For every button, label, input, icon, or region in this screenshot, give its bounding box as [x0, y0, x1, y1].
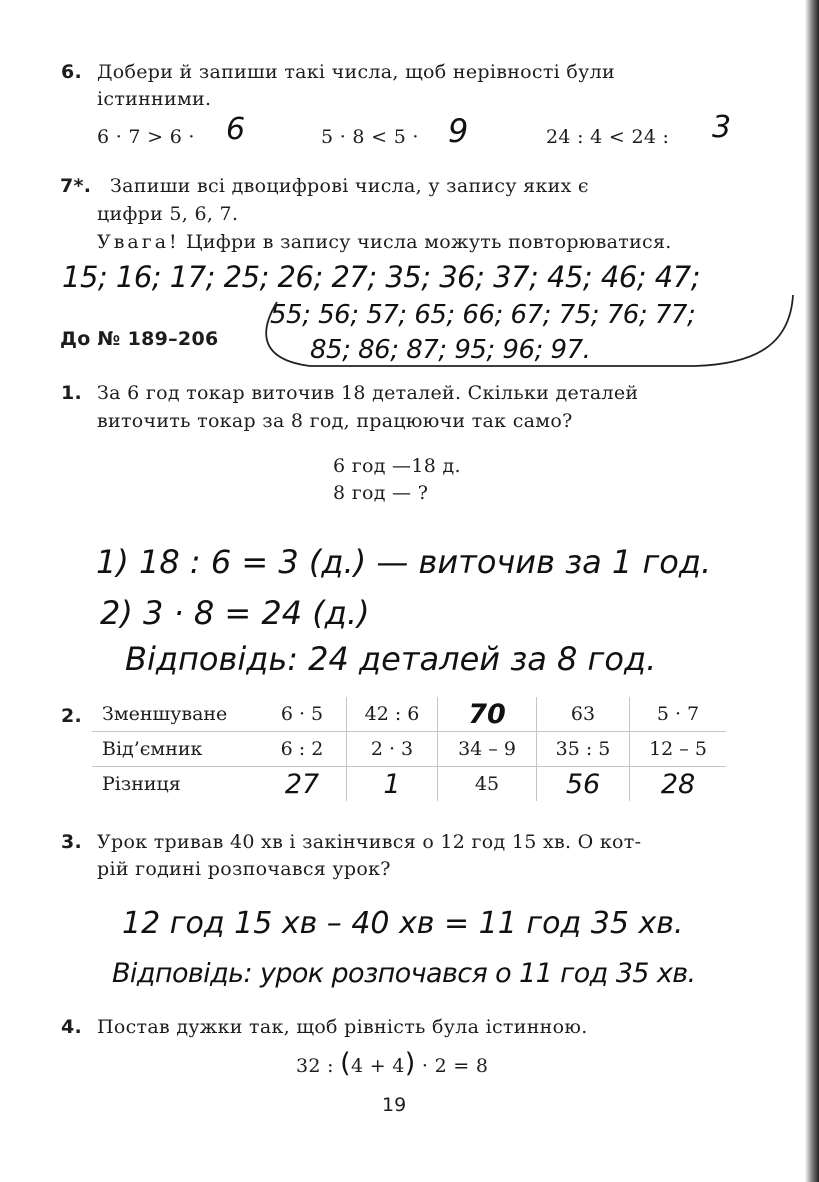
task3-solution-line1: 12 год 15 хв – 40 хв = 11 год 35 хв.: [122, 906, 684, 941]
handwritten-open-bracket: (: [340, 1048, 352, 1079]
task6-number: 6.: [61, 61, 83, 83]
task6-answer-2: 9: [448, 112, 469, 150]
task7-answer-line2: 55; 56; 57; 65; 66; 67; 75; 76; 77;: [270, 300, 696, 330]
task7-number: 7*.: [60, 175, 92, 197]
table-cell-handwritten: 27: [258, 767, 347, 802]
task1-given-line1: 6 год —18 д.: [333, 455, 461, 477]
task3-number: 3.: [61, 831, 83, 853]
task2-table: [92, 697, 726, 801]
table-cell-handwritten: 56: [537, 767, 630, 802]
table-cell: 12 – 5: [630, 732, 727, 767]
task7-note: [97, 231, 672, 253]
task2-number: 2.: [61, 705, 83, 727]
task7-note-text: Цифри в запису числа можуть повторюватися.: [186, 231, 672, 253]
table-cell: 5 · 7: [630, 697, 727, 732]
table-cell: 34 – 9: [438, 732, 537, 767]
table-cell: 45: [438, 767, 537, 802]
table-cell: 6 : 2: [258, 732, 347, 767]
task6-inequality-2: 5 · 8 < 5 ·: [321, 126, 419, 148]
page-number: 19: [382, 1094, 407, 1116]
task6-text-line1: Добери й запиши такі числа, щоб нерівності були: [97, 61, 615, 83]
task6-inequality-1: 6 · 7 > 6 ·: [97, 126, 195, 148]
task1-text-line1: За 6 год токар виточив 18 деталей. Скільки деталей: [97, 382, 639, 404]
task1-number: 1.: [61, 382, 83, 404]
task1-solution-line3: Відповідь: 24 деталей за 8 год.: [125, 640, 657, 678]
task7-text-line2: цифри 5, 6, 7.: [97, 203, 239, 225]
task6-inequality-3: 24 : 4 < 24 :: [546, 126, 670, 148]
task7-answer-line1: 15; 16; 17; 25; 26; 27; 35; 36; 37; 45; 46; 47;: [62, 260, 700, 294]
task4-equation: [296, 1048, 488, 1079]
equation-part-sum: 4 + 4: [351, 1055, 405, 1077]
table-cell-handwritten: 1: [347, 767, 438, 802]
table-row-difference: [92, 767, 726, 802]
task1-text-line2: виточить токар за 8 год, працюючи так само?: [97, 410, 573, 432]
equation-part-tail: · 2 = 8: [421, 1055, 489, 1077]
table-cell: 6 · 5: [258, 697, 347, 732]
task7-answer-line3: 85; 86; 87; 95; 96; 97.: [310, 335, 591, 365]
row-label-minuend: Зменшуване: [92, 697, 258, 732]
page-edge-shadow: [805, 0, 819, 1182]
task4-text: Постав дужки так, щоб рівність була істинною.: [97, 1016, 588, 1038]
task3-text-line1: Урок тривав 40 хв і закінчився о 12 год 15 хв. О кот-: [97, 831, 642, 853]
task7-note-label: Увага!: [97, 231, 180, 253]
task6-answer-1: 6: [226, 112, 246, 147]
task6-answer-3: 3: [712, 110, 732, 145]
task4-number: 4.: [61, 1016, 83, 1038]
table-cell-handwritten: 28: [660, 768, 696, 800]
row-label-subtrahend: Від’ємник: [92, 732, 258, 767]
task1-solution-line1: 1) 18 : 6 = 3 (д.) — виточив за 1 год.: [96, 543, 712, 581]
task3-solution-line2: Відповідь: урок розпочався о 11 год 35 хв.: [112, 958, 696, 989]
table-cell: 42 : 6: [347, 697, 438, 732]
table-cell-handwritten: 70: [438, 697, 537, 732]
handwritten-close-bracket: ): [404, 1048, 416, 1079]
task1-given-line2: 8 год — ?: [333, 482, 429, 504]
row-label-difference: Різниця: [102, 773, 181, 795]
task7-text-line1: Запиши всі двоцифрові числа, у запису яких є: [110, 175, 589, 197]
task3-text-line2: рій годині розпочався урок?: [97, 858, 391, 880]
section-heading: До № 189–206: [60, 328, 219, 350]
table-cell: 63: [537, 697, 630, 732]
task6-text-line2: істинними.: [97, 88, 212, 110]
equation-part-dividend: 32 :: [296, 1055, 334, 1077]
table-cell: 2 · 3: [347, 732, 438, 767]
task1-solution-line2: 2) 3 · 8 = 24 (д.): [100, 594, 370, 632]
table-row-subtrahend: [92, 732, 726, 767]
table-row-minuend: [92, 697, 726, 732]
table-cell: 35 : 5: [537, 732, 630, 767]
handwritten-bracket-curve: [255, 290, 805, 380]
